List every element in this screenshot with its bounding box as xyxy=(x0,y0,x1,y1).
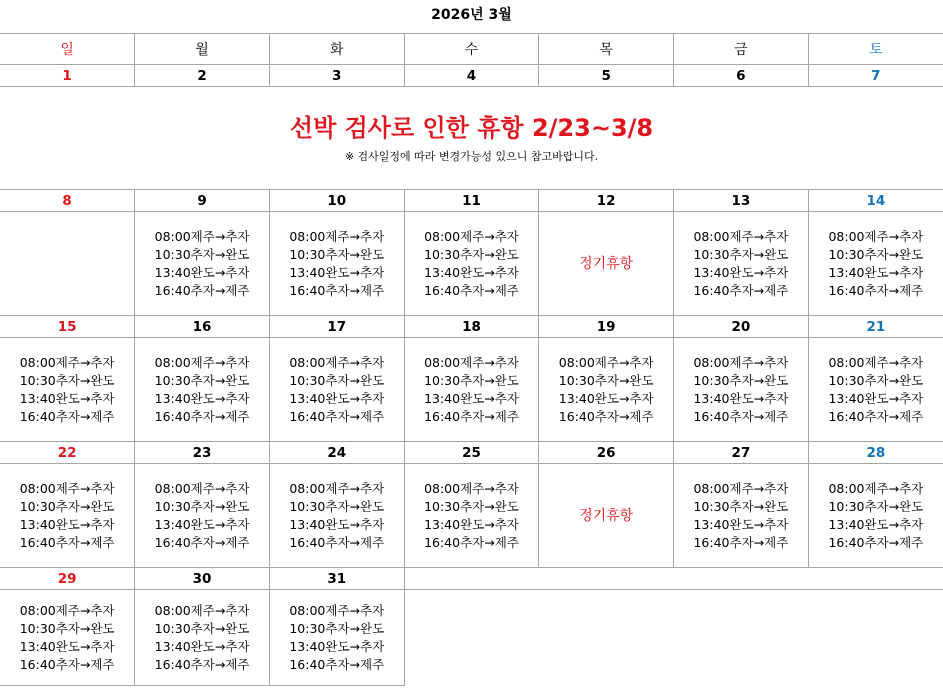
ferry-departure: 16:40추자→제주 xyxy=(424,282,519,298)
ferry-departure: 16:40추자→제주 xyxy=(154,408,250,424)
day-number: 29 xyxy=(0,568,135,590)
weekday-fri: 금 xyxy=(674,34,809,65)
ferry-departure: 16:40추자→제주 xyxy=(154,282,250,298)
day-schedule-cell xyxy=(0,212,135,316)
day-number: 18 xyxy=(404,316,539,338)
regular-closure-label: 정기휴항 xyxy=(579,255,634,272)
ferry-departure: 08:00제주→추자 xyxy=(289,228,385,244)
ferry-departure: 10:30추자→완도 xyxy=(828,246,924,262)
ferry-departure: 10:30추자→완도 xyxy=(19,620,115,636)
day-schedule-cell xyxy=(135,464,270,568)
ferry-departure: 10:30추자→완도 xyxy=(693,372,789,388)
ferry-departure: 10:30추자→완도 xyxy=(828,498,924,514)
ferry-departure: 13:40완도→추자 xyxy=(558,390,654,406)
day-schedule-cell xyxy=(674,212,809,316)
day-number: 1 xyxy=(0,65,135,87)
ferry-departure: 08:00제주→추자 xyxy=(154,480,250,496)
ferry-departure: 16:40추자→제주 xyxy=(19,656,115,672)
ferry-departure: 16:40추자→제주 xyxy=(558,408,654,424)
ferry-departure: 08:00제주→추자 xyxy=(828,354,924,370)
ferry-departure: 10:30추자→완도 xyxy=(424,498,519,514)
day-number: 28 xyxy=(808,442,943,464)
week-schedule-row xyxy=(0,338,943,442)
ferry-departure: 16:40추자→제주 xyxy=(289,282,385,298)
regular-closure-label: 정기휴항 xyxy=(579,507,634,524)
day-number: 19 xyxy=(539,316,674,338)
day-number: 9 xyxy=(135,190,270,212)
ferry-departure: 16:40추자→제주 xyxy=(424,534,519,550)
ferry-departure: 08:00제주→추자 xyxy=(693,480,789,496)
day-number: 11 xyxy=(404,190,539,212)
day-number: 15 xyxy=(0,316,135,338)
day-number: 22 xyxy=(0,442,135,464)
empty-cell xyxy=(674,568,809,590)
week-schedule-row xyxy=(0,212,943,316)
ferry-departure: 13:40완도→추자 xyxy=(828,516,924,532)
day-schedule-cell xyxy=(135,338,270,442)
day-schedule-cell xyxy=(808,338,943,442)
ferry-departure: 08:00제주→추자 xyxy=(558,354,654,370)
ferry-departure: 16:40추자→제주 xyxy=(828,282,924,298)
ferry-departure: 16:40추자→제주 xyxy=(289,656,385,672)
weekday-sun: 일 xyxy=(0,34,135,65)
day-number: 3 xyxy=(269,65,404,87)
ferry-departure: 16:40추자→제주 xyxy=(693,534,789,550)
ferry-departure: 10:30추자→완도 xyxy=(154,246,250,262)
ferry-departure: 13:40완도→추자 xyxy=(424,264,519,280)
ferry-departure: 08:00제주→추자 xyxy=(19,480,115,496)
ferry-departure: 08:00제주→추자 xyxy=(19,354,115,370)
empty-cell xyxy=(404,590,539,686)
ferry-departure: 10:30추자→완도 xyxy=(19,498,115,514)
ferry-departure: 13:40완도→추자 xyxy=(424,390,519,406)
day-schedule-cell xyxy=(0,338,135,442)
week-schedule-row xyxy=(0,590,943,686)
ferry-departure: 08:00제주→추자 xyxy=(424,480,519,496)
ferry-departure: 13:40완도→추자 xyxy=(154,264,250,280)
ferry-departure: 13:40완도→추자 xyxy=(693,264,789,280)
day-schedule-cell xyxy=(539,212,674,316)
notice-remark: ※ 검사일정에 따라 변경가능성 있으니 참고바랍니다. xyxy=(344,150,599,163)
day-number: 13 xyxy=(674,190,809,212)
ferry-departure: 10:30추자→완도 xyxy=(154,498,250,514)
day-schedule-cell xyxy=(808,212,943,316)
day-number: 4 xyxy=(404,65,539,87)
day-number: 27 xyxy=(674,442,809,464)
weekday-sat: 토 xyxy=(808,34,943,65)
day-number: 30 xyxy=(135,568,270,590)
week-day-row xyxy=(0,316,943,338)
ferry-departure: 08:00제주→추자 xyxy=(154,354,250,370)
ferry-departure: 10:30추자→완도 xyxy=(154,620,250,636)
weekday-header-row xyxy=(0,34,943,65)
day-number: 31 xyxy=(269,568,404,590)
empty-cell xyxy=(674,590,809,686)
day-number: 25 xyxy=(404,442,539,464)
empty-cell xyxy=(539,590,674,686)
ferry-departure: 10:30추자→완도 xyxy=(693,498,789,514)
ferry-departure: 13:40완도→추자 xyxy=(289,516,385,532)
day-schedule-cell xyxy=(135,590,270,686)
day-schedule-cell xyxy=(674,464,809,568)
ferry-departure: 08:00제주→추자 xyxy=(693,228,789,244)
notice-row xyxy=(0,87,943,190)
day-number: 14 xyxy=(808,190,943,212)
ferry-departure: 13:40완도→추자 xyxy=(693,516,789,532)
ferry-departure: 13:40완도→추자 xyxy=(154,390,250,406)
empty-cell xyxy=(808,568,943,590)
ferry-departure: 16:40추자→제주 xyxy=(154,656,250,672)
ferry-departure: 10:30추자→완도 xyxy=(289,372,385,388)
day-schedule-cell xyxy=(674,338,809,442)
day-number: 6 xyxy=(674,65,809,87)
ferry-departure: 16:40추자→제주 xyxy=(424,408,519,424)
day-schedule-cell xyxy=(269,338,404,442)
ferry-departure: 13:40완도→추자 xyxy=(19,390,115,406)
notice-cell xyxy=(0,87,943,190)
day-number: 5 xyxy=(539,65,674,87)
ferry-departure: 10:30추자→완도 xyxy=(19,372,115,388)
ferry-departure: 08:00제주→추자 xyxy=(289,354,385,370)
weekday-wed: 수 xyxy=(404,34,539,65)
ferry-departure: 13:40완도→추자 xyxy=(289,264,385,280)
ferry-departure: 08:00제주→추자 xyxy=(154,602,250,618)
week-day-row xyxy=(0,442,943,464)
ferry-departure: 08:00제주→추자 xyxy=(154,228,250,244)
day-schedule-cell xyxy=(404,464,539,568)
ferry-departure: 08:00제주→추자 xyxy=(424,228,519,244)
ferry-departure: 13:40완도→추자 xyxy=(154,516,250,532)
day-number: 7 xyxy=(808,65,943,87)
suspension-notice: 선박 검사로 인한 휴항 2/23~3/8 xyxy=(289,114,654,142)
ferry-departure: 08:00제주→추자 xyxy=(19,602,115,618)
ferry-departure: 16:40추자→제주 xyxy=(828,408,924,424)
day-schedule-cell xyxy=(539,464,674,568)
ferry-departure: 16:40추자→제주 xyxy=(154,534,250,550)
day-number: 21 xyxy=(808,316,943,338)
day-schedule-cell xyxy=(539,338,674,442)
weekday-tue: 화 xyxy=(269,34,404,65)
day-number: 8 xyxy=(0,190,135,212)
ferry-departure: 10:30추자→완도 xyxy=(693,246,789,262)
ferry-departure: 08:00제주→추자 xyxy=(693,354,789,370)
ferry-departure: 16:40추자→제주 xyxy=(289,534,385,550)
day-schedule-cell xyxy=(404,338,539,442)
ferry-departure: 10:30추자→완도 xyxy=(424,372,519,388)
day-schedule-cell xyxy=(269,464,404,568)
ferry-departure: 13:40완도→추자 xyxy=(289,390,385,406)
ferry-departure: 10:30추자→완도 xyxy=(154,372,250,388)
day-number: 26 xyxy=(539,442,674,464)
day-number: 17 xyxy=(269,316,404,338)
ferry-departure: 08:00제주→추자 xyxy=(424,354,519,370)
ferry-departure: 13:40완도→추자 xyxy=(289,638,385,654)
ferry-departure: 13:40완도→추자 xyxy=(19,638,115,654)
weekday-thu: 목 xyxy=(539,34,674,65)
ferry-departure: 13:40완도→추자 xyxy=(154,638,250,654)
ferry-departure: 08:00제주→추자 xyxy=(289,480,385,496)
weekday-mon: 월 xyxy=(135,34,270,65)
ferry-departure: 16:40추자→제주 xyxy=(828,534,924,550)
ferry-departure: 10:30추자→완도 xyxy=(828,372,924,388)
ferry-departure: 08:00제주→추자 xyxy=(828,480,924,496)
ferry-departure: 16:40추자→제주 xyxy=(693,282,789,298)
ferry-departure: 10:30추자→완도 xyxy=(289,498,385,514)
ferry-departure: 10:30추자→완도 xyxy=(289,246,385,262)
day-number: 20 xyxy=(674,316,809,338)
day-schedule-cell xyxy=(135,212,270,316)
week-schedule-row xyxy=(0,464,943,568)
week-day-row xyxy=(0,568,943,590)
day-number: 16 xyxy=(135,316,270,338)
day-schedule-cell xyxy=(269,590,404,686)
ferry-departure: 08:00제주→추자 xyxy=(828,228,924,244)
week1-day-row xyxy=(0,65,943,87)
empty-cell xyxy=(539,568,674,590)
calendar-table xyxy=(0,33,943,686)
day-schedule-cell xyxy=(269,212,404,316)
ferry-departure: 08:00제주→추자 xyxy=(289,602,385,618)
ferry-departure: 13:40완도→추자 xyxy=(424,516,519,532)
day-number: 23 xyxy=(135,442,270,464)
ferry-departure: 16:40추자→제주 xyxy=(19,408,115,424)
ferry-departure: 13:40완도→추자 xyxy=(693,390,789,406)
ferry-departure: 13:40완도→추자 xyxy=(828,390,924,406)
ferry-departure: 16:40추자→제주 xyxy=(19,534,115,550)
ferry-departure: 13:40완도→추자 xyxy=(19,516,115,532)
day-number: 10 xyxy=(269,190,404,212)
ferry-departure: 10:30추자→완도 xyxy=(558,372,654,388)
ferry-departure: 10:30추자→완도 xyxy=(424,246,519,262)
empty-cell xyxy=(808,590,943,686)
day-schedule-cell xyxy=(404,212,539,316)
day-schedule-cell xyxy=(0,590,135,686)
ferry-departure: 10:30추자→완도 xyxy=(289,620,385,636)
ferry-departure: 16:40추자→제주 xyxy=(289,408,385,424)
day-number: 2 xyxy=(135,65,270,87)
empty-cell xyxy=(404,568,539,590)
calendar-title: 2026년 3월 xyxy=(431,7,512,23)
day-schedule-cell xyxy=(0,464,135,568)
week-day-row xyxy=(0,190,943,212)
day-schedule-cell xyxy=(808,464,943,568)
ferry-departure: 16:40추자→제주 xyxy=(693,408,789,424)
day-number: 12 xyxy=(539,190,674,212)
ferry-departure: 13:40완도→추자 xyxy=(828,264,924,280)
day-number: 24 xyxy=(269,442,404,464)
